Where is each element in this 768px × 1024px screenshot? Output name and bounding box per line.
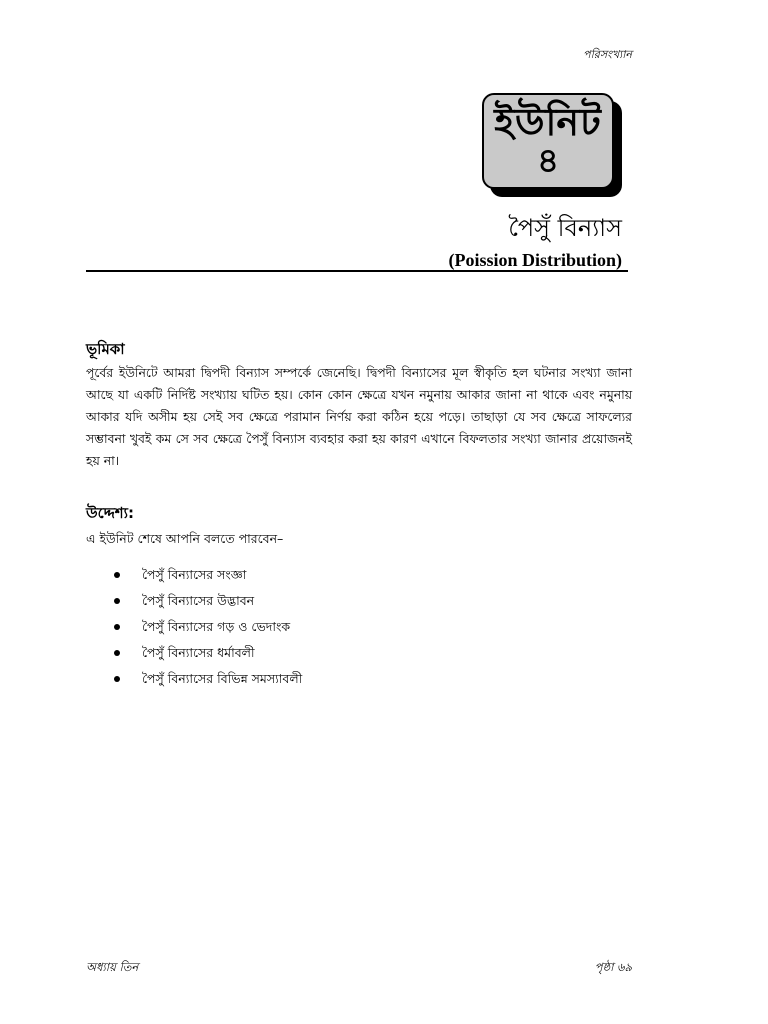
footer-page-number: পৃষ্ঠা ৬৯ (594, 960, 632, 974)
footer-chapter: অধ্যায় তিন (86, 960, 139, 974)
unit-badge-word: ইউনিট (494, 100, 602, 144)
objective-text: পৈসুঁ বিন্যাসের বিভিন্ন সমস্যাবলী (142, 671, 303, 686)
objectives-lead: এ ইউনিট শেষে আপনি বলতে পারবেন– (86, 531, 284, 546)
objective-text: পৈসুঁ বিন্যাসের গড় ও ভেদাংক (142, 619, 291, 634)
unit-badge-number: ৪ (536, 141, 560, 181)
list-item (110, 588, 302, 614)
introduction-heading: ভূমিকা (86, 340, 125, 358)
bullet-icon (114, 624, 120, 630)
unit-title-bengali: পৈসুঁ বিন্যাস (508, 214, 622, 242)
bullet-icon (114, 676, 120, 682)
objectives-heading: উদ্দেশ্য: (86, 504, 135, 522)
list-item (110, 666, 302, 692)
bullet-icon (114, 572, 120, 578)
objective-text: পৈসুঁ বিন্যাসের ধর্মাবলী (142, 645, 255, 660)
list-item (110, 640, 302, 666)
unit-badge (482, 93, 614, 189)
objective-text: পৈসুঁ বিন্যাসের উদ্ভাবন (142, 593, 255, 608)
list-item (110, 614, 302, 640)
bullet-icon (114, 650, 120, 656)
objectives-list (110, 562, 302, 692)
objective-text: পৈসুঁ বিন্যাসের সংজ্ঞা (142, 567, 247, 582)
bullet-icon (114, 598, 120, 604)
running-header: পরিসংখ্যান (583, 48, 632, 61)
unit-title-english: (Poission Distribution) (448, 250, 622, 270)
title-divider (86, 270, 628, 272)
introduction-paragraph: পূর্বের ইউনিটে আমরা দ্বিপদী বিন্যাস সম্পর্কে জেনেছি। দ্বিপদী বিন্যাসের মূল স্বীকৃতি হল ঘটনার সংখ্যা জানা আছে যা একটি নির্দিষ্ট সংখ্যায় ঘটিত হয়। কোন কোন ক্ষেত্রে যখন নমুনায় আকার জানা না থাকে এবং নমুনায় আকার যদি অসীম হয় সেই সব ক্ষেত্রে পরামান নির্ণয় করা কঠিন হয়ে পড়ে। তাছাড়া যে সব ক্ষেত্রে সাফল্যের সম্ভাবনা খুবই কম সে সব ক্ষেত্রে পৈসুঁ বিন্যাস ব্যবহার করা হয় কারণ এখানে বিফলতার সংখ্যা জানার প্রয়োজনই হয় না। (86, 365, 632, 468)
list-item (110, 562, 302, 588)
